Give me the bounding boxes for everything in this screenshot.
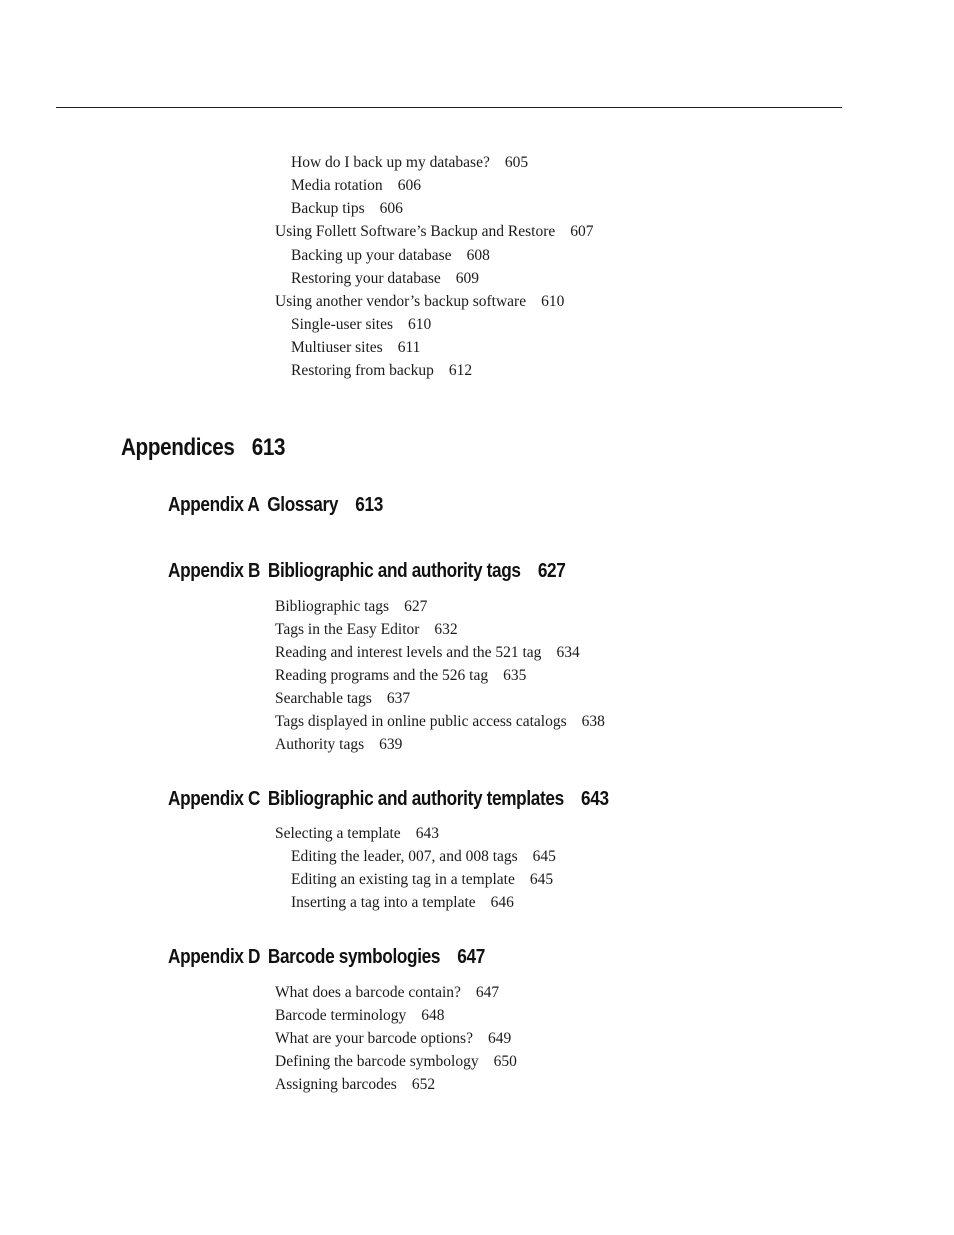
toc-entry[interactable] bbox=[275, 290, 564, 313]
appendix-a-heading[interactable] bbox=[168, 494, 383, 517]
toc-entry-page: 606 bbox=[397, 177, 421, 194]
toc-entry[interactable] bbox=[291, 845, 556, 868]
toc-entry[interactable] bbox=[275, 595, 427, 618]
toc-entry[interactable] bbox=[275, 220, 594, 243]
toc-entry-text: Restoring your database bbox=[291, 270, 441, 287]
appendix-label: Appendix C bbox=[168, 788, 261, 810]
appendix-title: Barcode symbologies bbox=[267, 946, 441, 968]
toc-entry-page: 627 bbox=[404, 598, 428, 615]
part-heading[interactable] bbox=[121, 434, 285, 462]
toc-entry[interactable] bbox=[275, 710, 605, 733]
toc-entry-text: Multiuser sites bbox=[291, 339, 383, 356]
toc-entry-text: Defining the barcode symbology bbox=[275, 1053, 479, 1070]
appendix-page: 627 bbox=[537, 560, 566, 582]
toc-entry[interactable] bbox=[291, 197, 403, 220]
toc-entry-page: 652 bbox=[411, 1076, 436, 1093]
toc-entry-text: Tags in the Easy Editor bbox=[275, 621, 420, 638]
toc-entry[interactable] bbox=[275, 981, 499, 1004]
toc-entry-page: 646 bbox=[490, 894, 514, 911]
toc-entry-page: 649 bbox=[487, 1030, 512, 1047]
toc-entry-page: 647 bbox=[475, 984, 500, 1001]
toc-entry-text: Selecting a template bbox=[275, 825, 401, 842]
toc-entry[interactable] bbox=[291, 868, 553, 891]
toc-entry-page: 650 bbox=[493, 1053, 517, 1070]
toc-entry-text: Single-user sites bbox=[291, 316, 394, 333]
toc-entry-text: Editing the leader, 007, and 008 tags bbox=[291, 848, 518, 865]
toc-entry-text: Barcode terminology bbox=[275, 1007, 407, 1024]
appendix-d-heading[interactable] bbox=[168, 946, 485, 969]
toc-entry-text: Authority tags bbox=[275, 736, 365, 753]
toc-entry[interactable] bbox=[275, 733, 402, 756]
toc-entry[interactable] bbox=[275, 618, 458, 641]
toc-entry-page: 645 bbox=[529, 871, 554, 888]
toc-entry-page: 608 bbox=[466, 247, 490, 264]
toc-entry-page: 607 bbox=[570, 223, 594, 240]
toc-entry-page: 632 bbox=[434, 621, 458, 638]
appendix-label: Appendix D bbox=[168, 946, 261, 968]
toc-entry-page: 638 bbox=[581, 713, 605, 730]
toc-entry-page: 634 bbox=[556, 644, 580, 661]
toc-entry[interactable] bbox=[275, 687, 410, 710]
toc-entry-page: 611 bbox=[397, 339, 421, 356]
appendix-page: 613 bbox=[355, 494, 383, 516]
toc-entry-page: 606 bbox=[379, 200, 403, 217]
toc-entry-text: Tags displayed in online public access catalogs bbox=[275, 713, 567, 730]
toc-entry[interactable] bbox=[275, 1050, 517, 1073]
appendix-b-heading[interactable] bbox=[168, 560, 565, 583]
toc-entry-page: 648 bbox=[421, 1007, 445, 1024]
toc-entry-text: Restoring from backup bbox=[291, 362, 434, 379]
appendix-page: 643 bbox=[581, 788, 609, 810]
toc-entry[interactable] bbox=[275, 664, 526, 687]
toc-entry-text: Reading and interest levels and the 521 tag bbox=[275, 644, 542, 661]
toc-entry[interactable] bbox=[275, 1004, 445, 1027]
toc-entry-text: How do I back up my database? bbox=[291, 154, 490, 171]
toc-entry-text: Media rotation bbox=[291, 177, 383, 194]
toc-entry[interactable] bbox=[291, 267, 479, 290]
toc-entry-page: 609 bbox=[455, 270, 480, 287]
toc-entry-page: 612 bbox=[448, 362, 473, 379]
toc-entry-page: 645 bbox=[532, 848, 556, 865]
appendix-c-heading[interactable] bbox=[168, 788, 609, 811]
appendix-title: Glossary bbox=[267, 494, 339, 516]
appendix-title: Bibliographic and authority tags bbox=[267, 560, 521, 582]
toc-entry-text: What are your barcode options? bbox=[275, 1030, 473, 1047]
toc-entry-text: Searchable tags bbox=[275, 690, 372, 707]
header-rule bbox=[56, 107, 842, 108]
toc-entry[interactable] bbox=[291, 151, 528, 174]
toc-entry[interactable] bbox=[291, 891, 514, 914]
appendix-page: 647 bbox=[457, 946, 485, 968]
toc-entry[interactable] bbox=[291, 336, 420, 359]
toc-entry-page: 643 bbox=[415, 825, 439, 842]
toc-entry-text: Inserting a tag into a template bbox=[291, 894, 476, 911]
toc-entry-page: 637 bbox=[386, 690, 411, 707]
toc-entry-page: 605 bbox=[504, 154, 529, 171]
toc-entry[interactable] bbox=[291, 359, 472, 382]
toc-entry-text: What does a barcode contain? bbox=[275, 984, 461, 1001]
toc-entry-text: Backup tips bbox=[291, 200, 365, 217]
toc-entry-text: Assigning barcodes bbox=[275, 1076, 397, 1093]
appendix-label: Appendix A bbox=[168, 494, 260, 516]
toc-entry-page: 610 bbox=[408, 316, 432, 333]
appendix-label: Appendix B bbox=[168, 560, 261, 582]
toc-entry[interactable] bbox=[275, 1073, 435, 1096]
appendix-title: Bibliographic and authority templates bbox=[267, 788, 564, 810]
toc-entry[interactable] bbox=[275, 1027, 511, 1050]
toc-entry[interactable] bbox=[275, 641, 580, 664]
toc-entry-text: Using another vendor’s backup software bbox=[275, 293, 527, 310]
toc-entry[interactable] bbox=[291, 244, 490, 267]
part-title: Appendices bbox=[121, 434, 235, 461]
toc-entry-text: Backing up your database bbox=[291, 247, 452, 264]
toc-entry-text: Reading programs and the 526 tag bbox=[275, 667, 489, 684]
toc-entry[interactable] bbox=[275, 822, 439, 845]
toc-entry[interactable] bbox=[291, 313, 431, 336]
toc-entry-text: Using Follett Software’s Backup and Restore bbox=[275, 223, 556, 240]
toc-entry[interactable] bbox=[291, 174, 421, 197]
toc-entry-text: Editing an existing tag in a template bbox=[291, 871, 515, 888]
toc-entry-page: 610 bbox=[541, 293, 565, 310]
toc-entry-page: 635 bbox=[503, 667, 527, 684]
toc-entry-text: Bibliographic tags bbox=[275, 598, 390, 615]
part-page: 613 bbox=[251, 434, 286, 461]
toc-entry-page: 639 bbox=[379, 736, 403, 753]
